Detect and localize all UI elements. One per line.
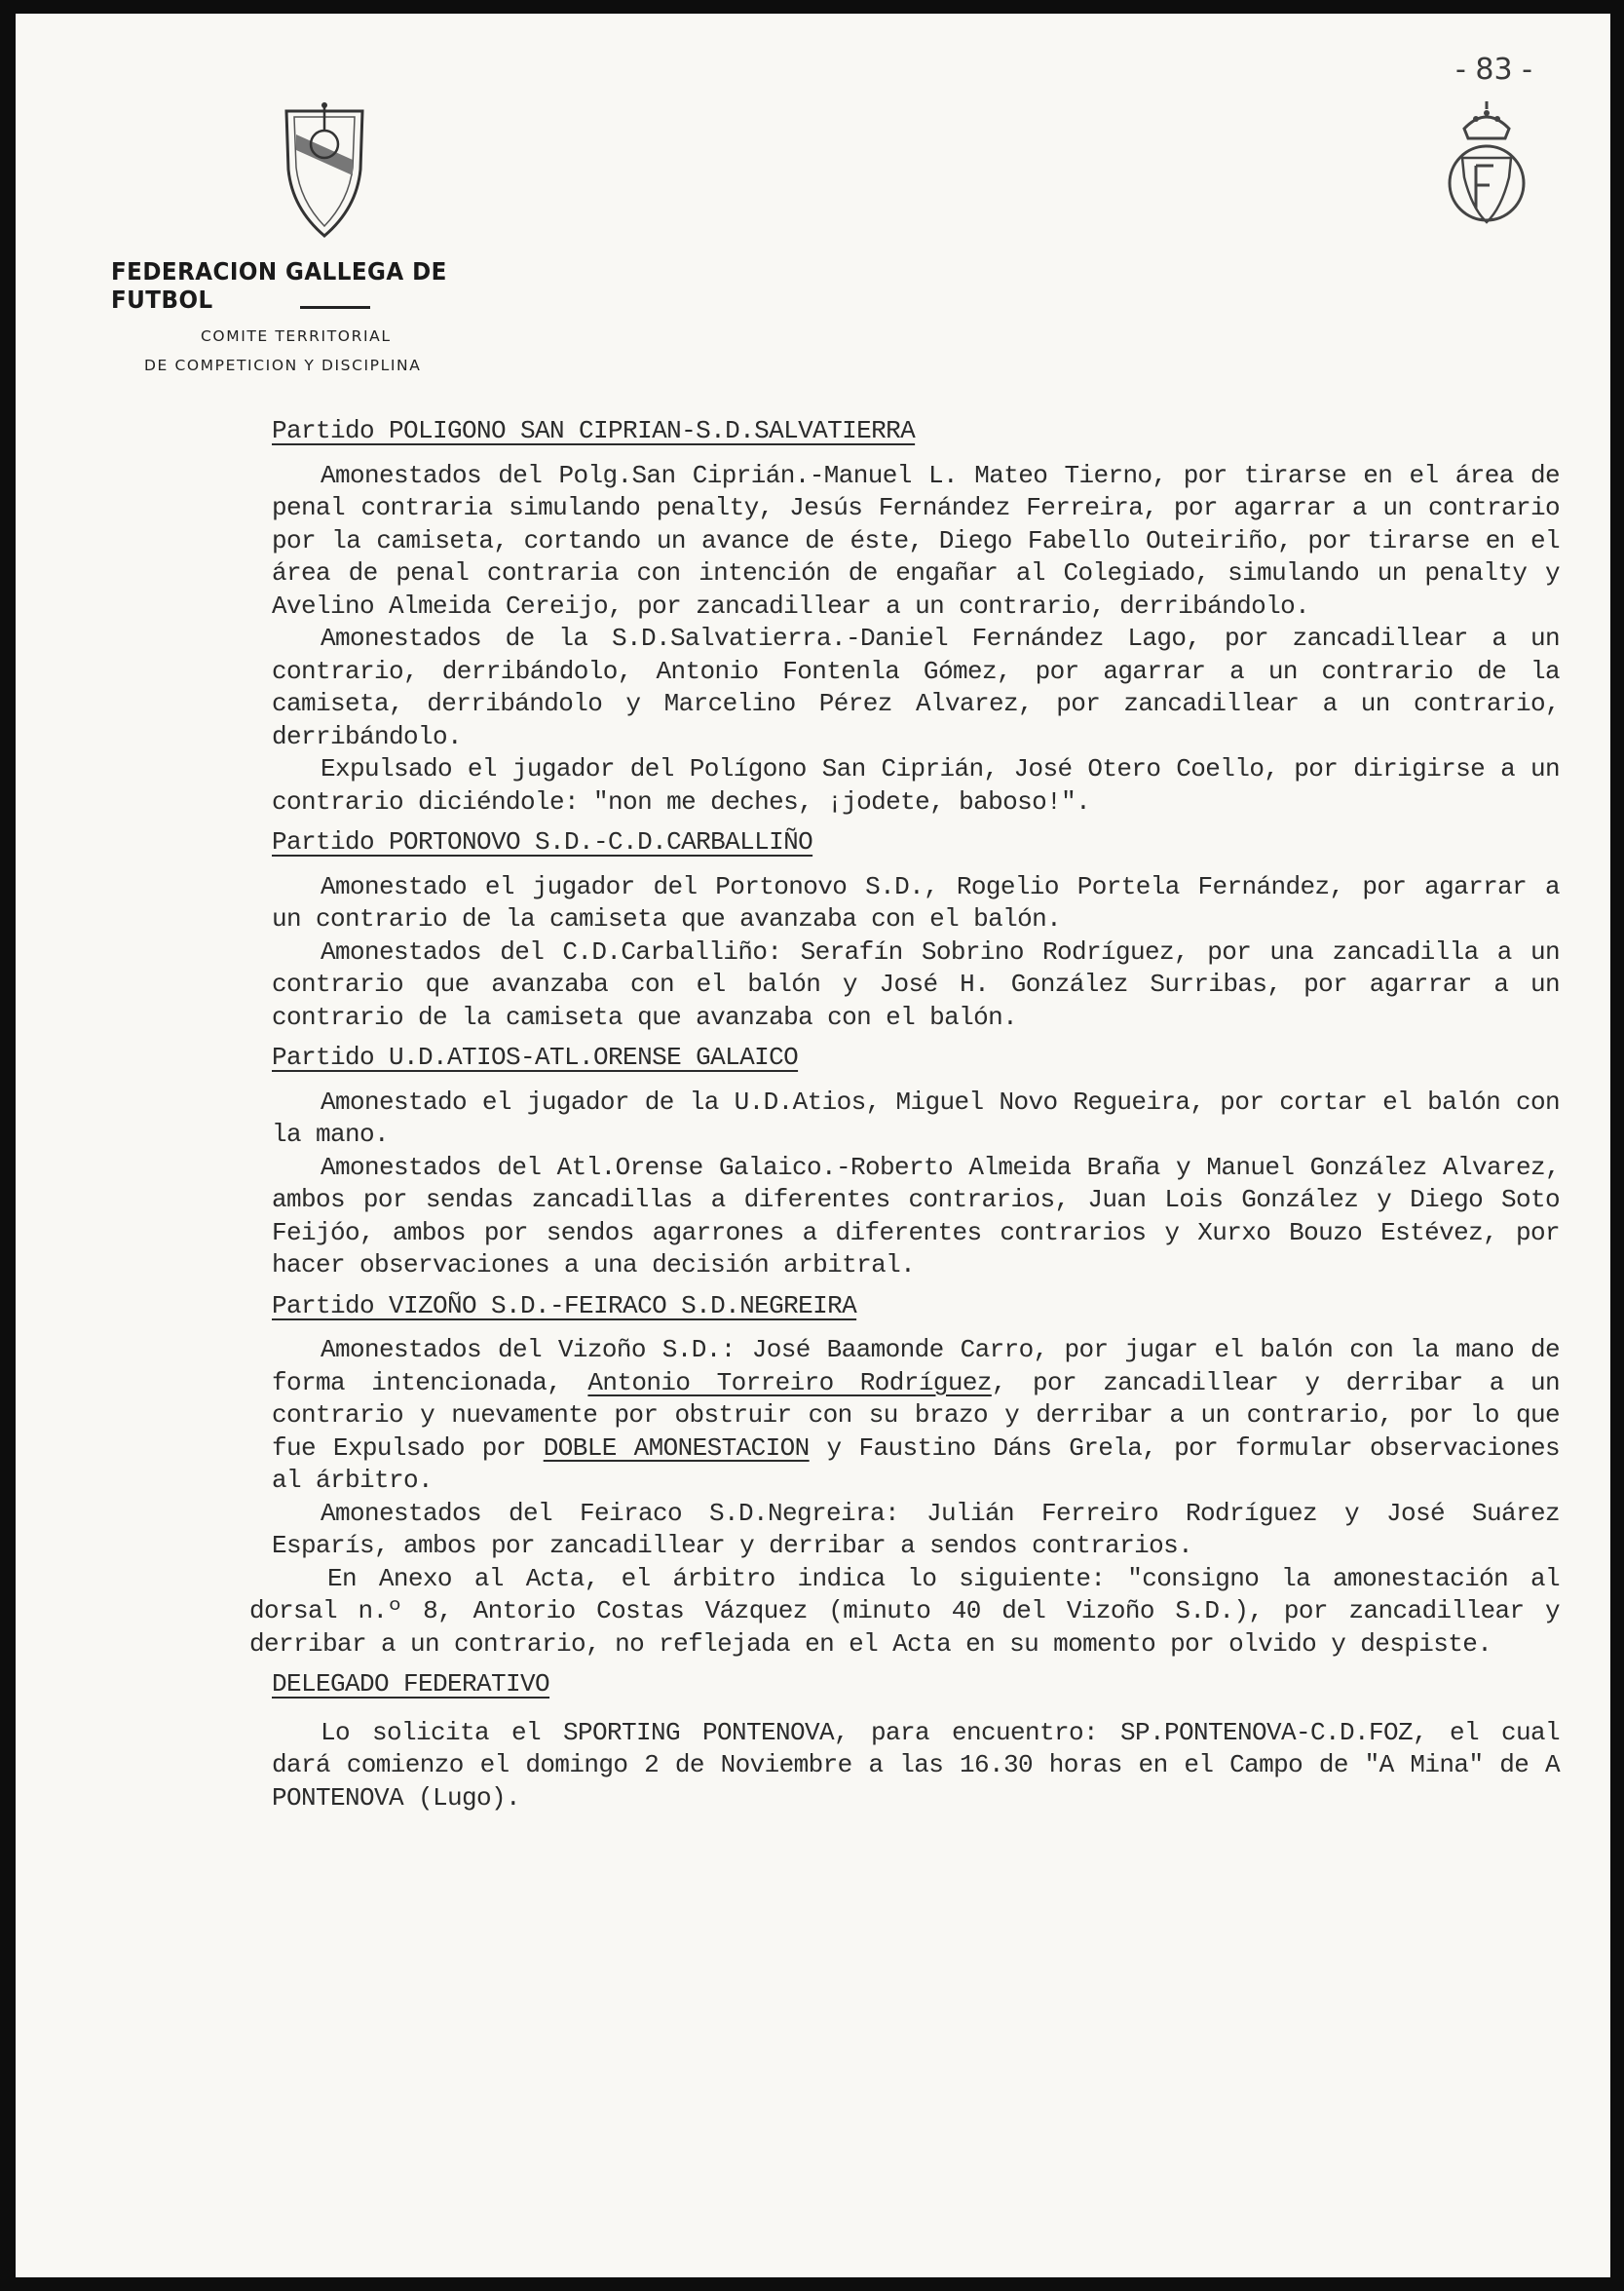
paragraph: Amonestados de la S.D.Salvatierra.-Daniel Fernández Lago, por zancadillear a un contrario, derribándolo, Antonio Fontenla Gómez, por agarrar a un contrario de la camiseta, derribándolo y Marcelino Pérez Alvarez, por zancadillear a un contrario, derribándolo. bbox=[272, 624, 1560, 751]
paragraph: Amonestados del Polg.San Ciprián.-Manuel L. Mateo Tierno, por tirarse en el área de penal contraria simulando penalty, Jesús Fernández Ferreira, por agarrar a un contrario por la camiseta, cortando un avance de éste, Diego Fabello Outeiriño, por tirarse en el área de penal contraria con intención de engañar al Colegiado, simulando un penalty y Avelino Almeida Cereijo, por zancadillear a un contrario, derribándolo. bbox=[272, 460, 1560, 621]
federation-crest-logo bbox=[281, 101, 368, 238]
document-page bbox=[16, 14, 1610, 2277]
committee-line-1: COMITE TERRITORIAL bbox=[201, 327, 392, 345]
match-section-1 bbox=[249, 415, 1560, 819]
delegate-section bbox=[249, 1668, 1560, 1814]
committee-line-2: DE COMPETICION Y DISCIPLINA bbox=[144, 357, 422, 374]
match-heading: Partido VIZOÑO S.D.-FEIRACO S.D.NEGREIRA bbox=[272, 1290, 857, 1320]
match-heading: Partido U.D.ATIOS-ATL.ORENSE GALAICO bbox=[272, 1043, 799, 1072]
paragraph: Amonestados del Feiraco S.D.Negreira: Julián Ferreiro Rodríguez y José Suárez Esparís, ambos por zancadillear y derribar a sendos contrarios. bbox=[272, 1498, 1560, 1560]
royal-federation-crest-logo bbox=[1443, 99, 1530, 231]
match-heading: Partido PORTONOVO S.D.-C.D.CARBALLIÑO bbox=[272, 827, 813, 857]
match-section-2 bbox=[249, 826, 1560, 1034]
paragraph-text: Amonestados del Vizoño S.D.: José Baamonde Carro, por jugar el balón con la mano de forma intencionada, bbox=[272, 1335, 1560, 1397]
header-rule bbox=[300, 306, 370, 309]
paragraph: Amonestados del C.D.Carballiño: Serafín Sobrino Rodríguez, por una zancadilla a un contrario que avanzaba con el balón y José H. González Surribas, por agarrar a un contrario de la camiseta que avanzaba con el balón. bbox=[272, 936, 1560, 1032]
match-section-3 bbox=[249, 1042, 1560, 1282]
paragraph: Amonestado el jugador del Portonovo S.D., Rogelio Portela Fernández, por agarrar a un contrario de la camiseta que avanzaba con el balón. bbox=[272, 871, 1560, 934]
underlined-player-name: Antonio Torreiro Rodríguez bbox=[587, 1367, 992, 1397]
federation-name: FEDERACION GALLEGA DE FUTBOL bbox=[111, 257, 447, 314]
underlined-sanction: DOBLE AMONESTACION bbox=[543, 1432, 810, 1463]
paragraph: Amonestado el jugador de la U.D.Atios, Miguel Novo Regueira, por cortar el balón con la mano. bbox=[272, 1087, 1560, 1149]
document-body bbox=[249, 415, 1560, 1822]
paragraph-text: y Faustino Dáns Grela, por formular observaciones al árbitro. bbox=[272, 1432, 1560, 1495]
delegate-heading: DELEGADO FEDERATIVO bbox=[272, 1669, 550, 1699]
paragraph: En Anexo al Acta, el árbitro indica lo siguiente: "consigno la amonestación al dorsal n.º 8, Antorio Costas Vázquez (minuto 40 del Vizoño S.D.), por zancadillear y derribar a un contrario, no reflejada en el Acta en su momento por olvido y despiste. bbox=[249, 1563, 1560, 1659]
paragraph bbox=[249, 1334, 1560, 1498]
page-number: - 83 - bbox=[1455, 53, 1532, 87]
paragraph: Lo solicita el SPORTING PONTENOVA, para encuentro: SP.PONTENOVA-C.D.FOZ, el cual dará comienzo el domingo 2 de Noviembre a las 16.30 horas en el Campo de "A Mina" de A PONTENOVA (Lugo). bbox=[272, 1717, 1560, 1813]
match-section-4 bbox=[249, 1290, 1560, 1661]
paragraph-text: , por zancadillear y derribar a un contrario y nuevamente por obstruir con su brazo y derribar a un contrario, por lo que fue Expulsado por bbox=[272, 1367, 1560, 1463]
match-heading: Partido POLIGONO SAN CIPRIAN-S.D.SALVATIERRA bbox=[272, 416, 916, 445]
paragraph: Amonestados del Atl.Orense Galaico.-Roberto Almeida Braña y Manuel González Alvarez, ambos por sendas zancadillas a diferentes contrarios, Juan Lois González y Diego Soto Feijóo, ambos por sendos agarrones a diferentes contrarios y Xurxo Bouzo Estévez, por hacer observaciones a una decisión arbitral. bbox=[272, 1152, 1560, 1279]
paragraph: Expulsado el jugador del Polígono San Ciprián, José Otero Coello, por dirigirse a un contrario diciéndole: "non me deches, ¡jodete, baboso!". bbox=[272, 754, 1560, 817]
